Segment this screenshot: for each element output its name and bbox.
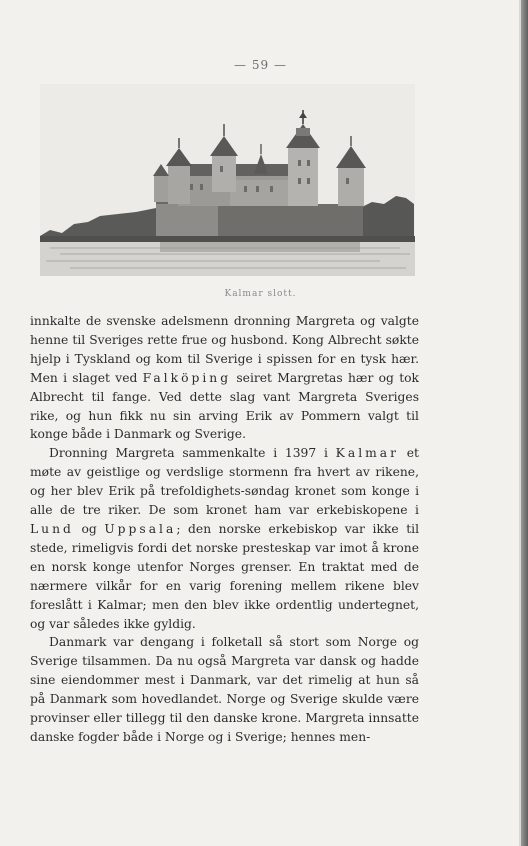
text-run: innkalte de svenske adelsmenn dronning Margreta og valgte henne til Sveriges rette frue og husbond. Kong Albrecht søkte hjelp i Tyskland og kom til Sverige i spissen for en tysk hær. Men i slaget ved <box>30 314 419 385</box>
image-caption: Kalmar slott. <box>224 289 297 299</box>
spaced-name: Uppsala <box>104 521 177 536</box>
page-number: — 59 — <box>234 58 287 72</box>
body-text <box>30 312 419 747</box>
castle-illustration <box>40 84 415 276</box>
text-run: ; den norske erkebiskop var ikke til stede, rimeligvis fordi det norske presteskap var imot å krone en norsk konge utenfor Norges grenser. En traktat med de nærmere vilkår for en varig forening mellem rikene blev foreslått i Kalmar; men den blev ikke ordentlig undertegnet, og var således ikke gyldig. <box>30 521 419 631</box>
paragraph <box>30 633 419 746</box>
text-run: og <box>73 521 105 536</box>
paragraph <box>30 444 419 633</box>
text-run: seiret Margretas hær og tok Albrecht til fange. Ved dette slag vant Margreta Sveriges rike, og hun fikk nu sin arving Erik av Pommern valgt til konge både i Danmark og Sverige. <box>30 370 419 442</box>
text-run: Danmark var dengang i folketall så stort som Norge og Sverige tilsammen. Da nu også Margreta var dansk og hadde sine eiendommer mest i Danmark, var det rimelig at hun så på Danmark som hovedlandet. Norge og Sverige skulde være provinser eller tillegg til den danske krone. Margreta innsatte danske fogder både i Norge og i Sverige; hennes men- <box>30 635 419 744</box>
spaced-name: Falköping <box>142 370 232 385</box>
text-run: Dronning Margreta sammenkalte i 1397 i <box>49 446 336 461</box>
spaced-name: Kalmar <box>335 446 399 461</box>
page-edge <box>521 0 528 846</box>
text-run: et møte av geistlige og verdslige stormenn fra hvert av rikene, og her blev Erik på trefoldighets-søndag kronet som konge i alle de tre riker. De som kronet ham var erkebiskopene i <box>30 446 419 518</box>
paragraph <box>30 312 419 444</box>
spaced-name: Lund <box>30 521 74 536</box>
kalmar-castle-engraving <box>40 84 415 276</box>
